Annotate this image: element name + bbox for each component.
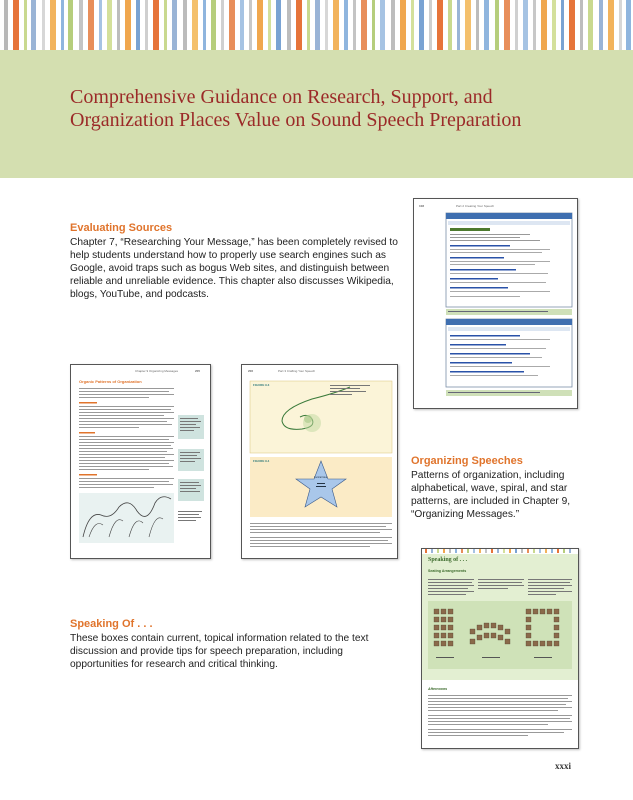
organizing-speeches-title: Organizing Speeches (411, 455, 523, 467)
thumb-running-head: Part 3 Crafting Your Speech (278, 369, 316, 373)
organizing-speeches-body: Patterns of organization, including alphabetical, wave, spiral, and star patterns, are included in Chapter 9, “Organizing Messages.” (411, 470, 571, 520)
evaluating-sources-body: Chapter 7, “Researching Your Message,” has been completely revised to help students understand how to properly use search engines such as Google, avoid traps such as bogus Web sites, and distinguish between reliable and unreliable evidence. This chapter also discusses Wikipedia, blogs, YouTube, and podcasts. (70, 237, 398, 300)
thumb-figure-label-b: FIGURE 9.4 (253, 459, 270, 463)
organizing-page-right-thumbnail (241, 364, 398, 559)
thumb-figure-label-a: FIGURE 9.3 (253, 383, 270, 387)
thumb-running-head: Chapter 9 Organizing Messages (135, 369, 179, 373)
thumb-page-number: 205 (195, 369, 201, 373)
thumb-heading: Organic Patterns of Organization (79, 379, 142, 384)
evaluating-sources-title: Evaluating Sources (70, 222, 173, 234)
thumb-banner: Speaking of . . . (428, 557, 468, 563)
thumb-page-number: 108 (419, 204, 425, 208)
speaking-of-title: Speaking Of . . . (70, 618, 153, 630)
organizing-page-left-thumbnail (70, 364, 211, 559)
page-illustration (422, 549, 578, 748)
screenshot-illustrations (414, 199, 577, 408)
thumb-page-number: 206 (248, 369, 254, 373)
page-headline (70, 86, 590, 132)
page-number: xxxi (555, 761, 572, 771)
thumb-running-head: Part 2 Creating Your Speech (456, 204, 495, 208)
thumb-star-label: Central Idea (314, 476, 328, 479)
research-page-thumbnail (413, 198, 578, 409)
decorative-stripes (0, 0, 633, 50)
thumb-subhead: Seating Arrangements (428, 569, 467, 573)
speaking-of-page-thumbnail (421, 548, 579, 749)
page-illustration (71, 365, 210, 558)
speaking-of-body: These boxes contain current, topical information related to the text discussion and provide tips for speech preparation, including opportunities for research and critical thinking. (70, 633, 369, 670)
headline-line-2: Organization Places Value on Sound Speech Preparation (70, 109, 522, 131)
headline-line-1: Comprehensive Guidance on Research, Support, and (70, 86, 493, 108)
thumb-footer-head: Afternoons (428, 687, 448, 691)
